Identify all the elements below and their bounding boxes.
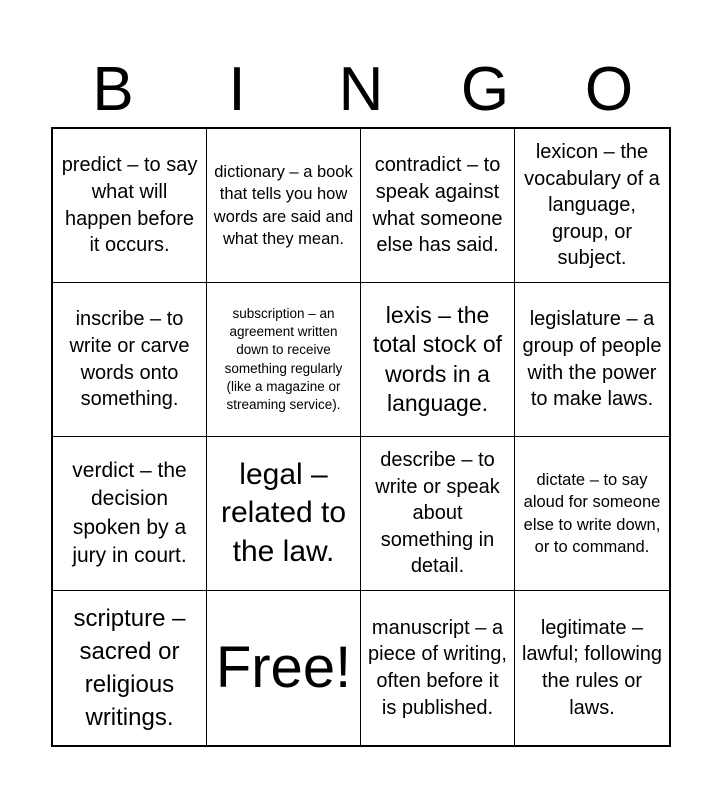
header-letter-b: B xyxy=(92,55,134,124)
header-letter-o: O xyxy=(584,55,634,124)
header-letter-g: G xyxy=(460,55,510,124)
bingo-cell-scripture[interactable]: scripture – sacred or religious writings. xyxy=(53,591,207,745)
bingo-cell-free[interactable]: Free! xyxy=(207,591,361,745)
bingo-grid xyxy=(51,127,671,747)
bingo-cell-lexis[interactable]: lexis – the total stock of words in a language. xyxy=(361,283,515,437)
bingo-cell-subscription[interactable]: subscription – an agreement written down to receive something regularly (like a magazine or streaming service). xyxy=(207,283,361,437)
bingo-cell-inscribe[interactable]: inscribe – to write or carve words onto something. xyxy=(53,283,207,437)
bingo-cell-dictionary[interactable]: dictionary – a book that tells you how words are said and what they mean. xyxy=(207,129,361,283)
bingo-cell-manuscript[interactable]: manuscript – a piece of writing, often before it is published. xyxy=(361,591,515,745)
bingo-header xyxy=(51,52,671,128)
bingo-cell-legitimate[interactable]: legitimate – lawful; following the rules or laws. xyxy=(521,616,663,719)
bingo-cell-legal[interactable]: legal – related to the law. xyxy=(207,437,361,591)
bingo-cell-dictate[interactable]: dictate – to say aloud for someone else to write down, or to command. xyxy=(515,437,669,591)
bingo-cell-contradict[interactable]: contradict – to speak against what someone else has said. xyxy=(361,129,515,283)
bingo-cell-verdict[interactable]: verdict – the decision spoken by a jury in court. xyxy=(53,437,207,591)
header-letter-i: I xyxy=(228,55,246,124)
bingo-cell-describe[interactable]: describe – to write or speak about something in detail. xyxy=(361,437,515,591)
bingo-cell-legislature[interactable]: legislature – a group of people with the power to make laws. xyxy=(515,283,669,437)
header-letter-n: N xyxy=(338,55,384,124)
bingo-cell-predict[interactable]: predict – to say what will happen before it occurs. xyxy=(53,129,207,283)
bingo-cell-lexicon[interactable]: lexicon – the vocabulary of a language, group, or subject. xyxy=(515,129,669,283)
